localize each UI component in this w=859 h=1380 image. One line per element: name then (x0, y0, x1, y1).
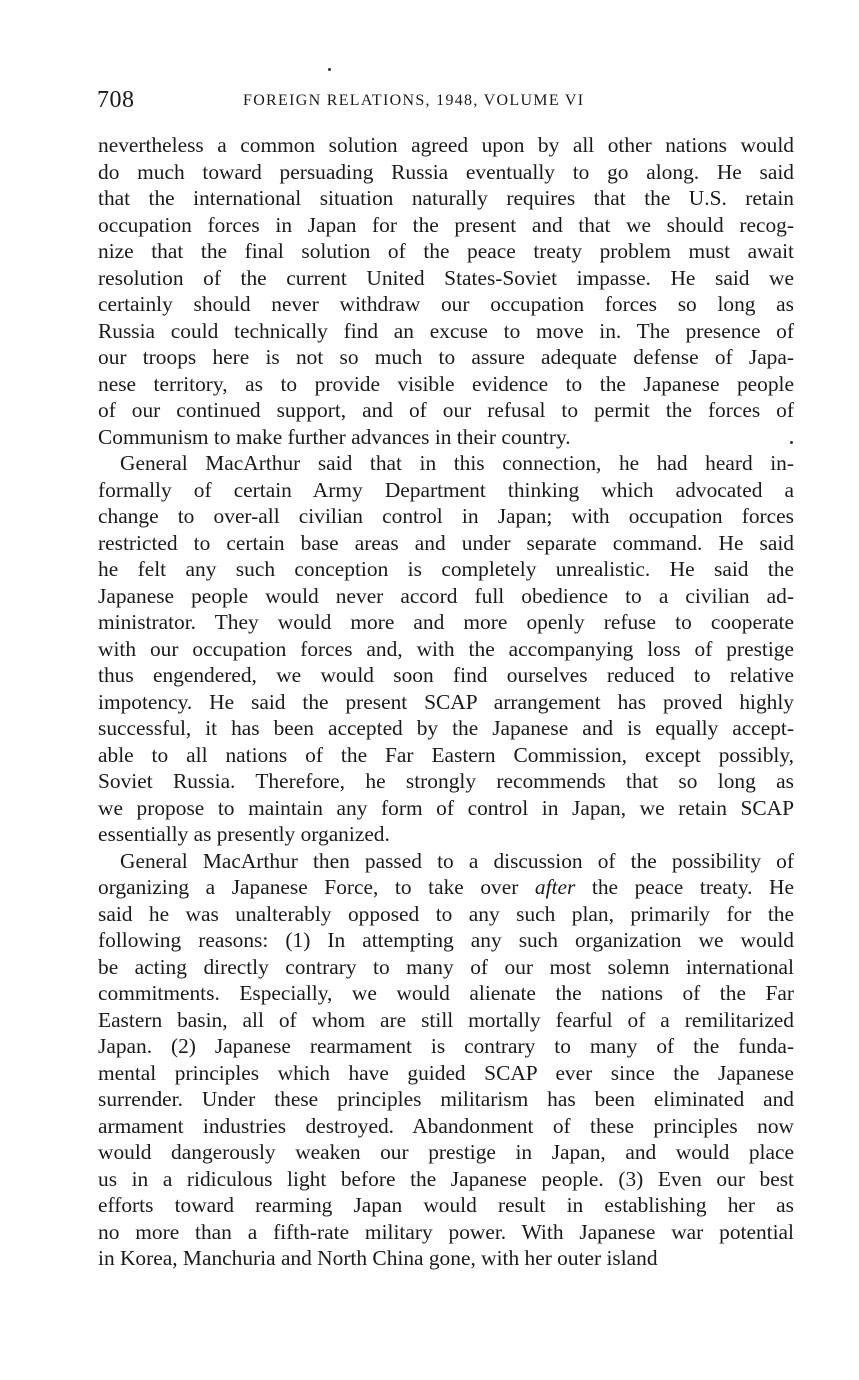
text-line: impotency. He said the present SCAP arrangement has proved highly (98, 689, 794, 714)
text-line: Eastern basin, all of whom are still mortally fearful of a remilitarized (98, 1007, 794, 1032)
text-line: efforts toward rearming Japan would result in establishing her as (98, 1193, 794, 1217)
text-line: that the international situation naturally requires that the U.S. retain (98, 186, 794, 210)
text-line: resolution of the current United States-Soviet impasse. He said we (98, 265, 794, 290)
text-line: we propose to maintain any form of control in Japan, we retain SCAP (98, 795, 794, 820)
page-number: 708 (97, 87, 135, 113)
text-line: in Korea, Manchuria and North China gone, with her outer island (98, 1246, 658, 1270)
text-line: following reasons: (1) In attempting any such organization we would (98, 928, 794, 952)
paragraph (98, 132, 794, 450)
text-line: mental principles which have guided SCAP ever since the Japanese (98, 1060, 794, 1085)
paragraph (98, 848, 794, 1272)
text-line: Japan. (2) Japanese rearmament is contrary to many of the funda- (98, 1034, 794, 1058)
text-line: said he was unalterably opposed to any such plan, primarily for the (98, 901, 794, 926)
text-line: able to all nations of the Far Eastern Commission, except possibly, (98, 742, 794, 767)
print-speck (328, 68, 331, 71)
text-line: armament industries destroyed. Abandonment of these principles now (98, 1113, 794, 1138)
text-line: commitments. Especially, we would alienate the nations of the Far (98, 981, 794, 1005)
text-line: occupation forces in Japan for the present and that we should recog- (98, 212, 794, 237)
text-line: Russia could technically find an excuse to move in. The presence of (98, 318, 794, 343)
text-line: Communism to make further advances in their country. (98, 424, 571, 449)
emphasis: after (534, 875, 576, 899)
text-line: essentially as presently organized. (98, 822, 390, 846)
text-line: he felt any such conception is completely unrealistic. He said the (98, 557, 794, 581)
text-line: do much toward persuading Russia eventually to go along. He said (98, 159, 794, 184)
text-line: successful, it has been accepted by the Japanese and is equally accept- (98, 716, 794, 740)
text-line: organizing a Japanese Force, to take over after the peace treaty. He (98, 875, 795, 899)
text-line: our troops here is not so much to assure adequate defense of Japa- (98, 345, 794, 369)
text-line: General MacArthur said that in this connection, he had heard in- (120, 451, 794, 475)
text-line: with our occupation forces and, with the accompanying loss of prestige (98, 636, 794, 661)
text-line: nize that the final solution of the peace treaty problem must await (98, 239, 794, 263)
text-line: change to over-all civilian control in Japan; with occupation forces (98, 504, 794, 528)
text-line: certainly should never withdraw our occupation forces so long as (98, 292, 794, 316)
text-line: would dangerously weaken our prestige in Japan, and would place (98, 1140, 794, 1164)
text-line: restricted to certain base areas and under separate command. He said (98, 530, 794, 555)
text-line: nese territory, as to provide visible evidence to the Japanese people (98, 371, 794, 396)
text-line: Japanese people would never accord full obedience to a civilian ad- (98, 583, 794, 608)
text-line: General MacArthur then passed to a discussion of the possibility of (120, 848, 794, 873)
text-line: be acting directly contrary to many of our most solemn international (98, 954, 794, 979)
paragraph (98, 450, 794, 848)
text-line: nevertheless a common solution agreed upon by all other nations would (98, 133, 794, 157)
text-line: thus engendered, we would soon find ourselves reduced to relative (98, 663, 794, 687)
text-line: Soviet Russia. Therefore, he strongly recommends that so long as (98, 769, 794, 793)
running-head: FOREIGN RELATIONS, 1948, VOLUME VI (243, 92, 585, 109)
text-line: formally of certain Army Department thinking which advocated a (98, 477, 794, 502)
text-line: ministrator. They would more and more openly refuse to cooperate (98, 610, 794, 634)
text-line: surrender. Under these principles militarism has been eliminated and (98, 1087, 794, 1111)
text-line: no more than a fifth-rate military power. With Japanese war potential (98, 1219, 794, 1244)
body-text (98, 132, 794, 1272)
text-line: of our continued support, and of our refusal to permit the forces of (98, 398, 794, 422)
page-header (97, 86, 797, 116)
text-line: us in a ridiculous light before the Japanese people. (3) Even our best (98, 1166, 794, 1191)
